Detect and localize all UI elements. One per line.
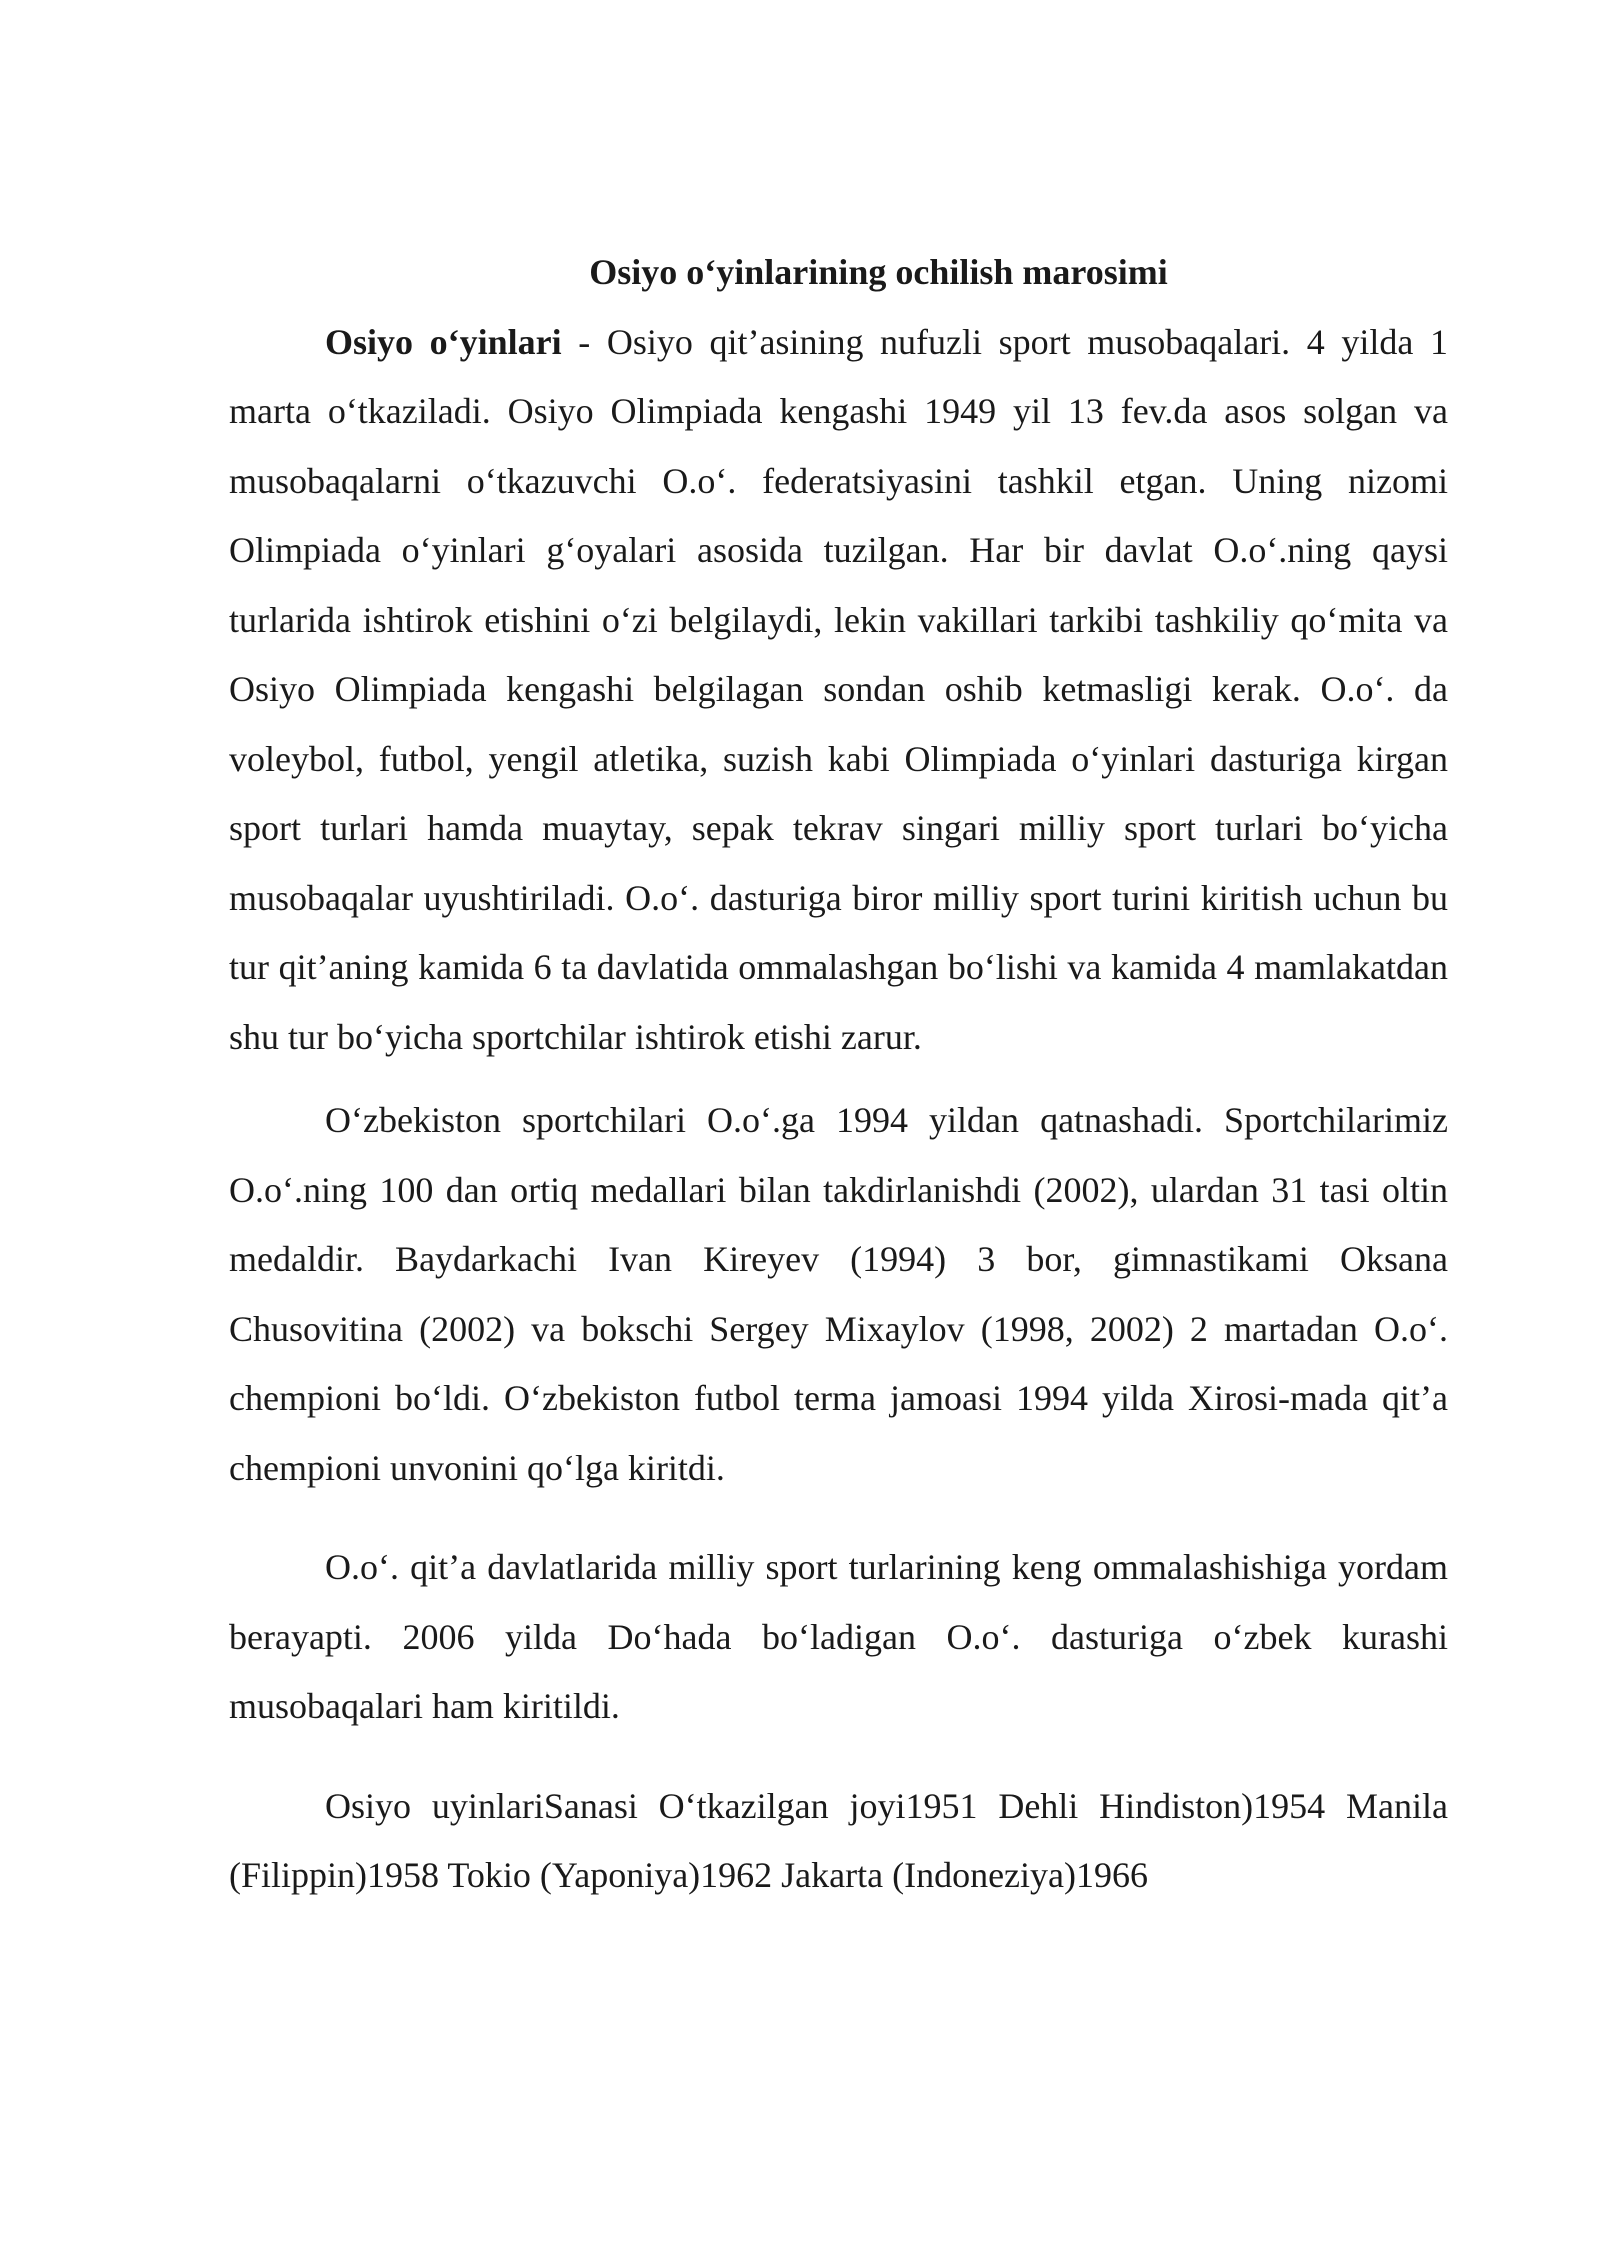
document-title: Osiyo o‘yinlarining ochilish marosimi [589,252,1168,292]
paragraph-games-list [229,1772,1448,1911]
paragraph-games-list-text: Osiyo uyinlariSanasi O‘tkazilgan joyi1951 Dehli Hindiston)1954 Manila (Filippin)1958 Tokio (Yaponiya)1962 Jakarta (Indoneziya)1966 [229,1785,1448,1895]
paragraph-national-sports [229,1533,1448,1742]
paragraph-uzbekistan-text: O‘zbekiston sportchilari O.o‘.ga 1994 yildan qatnashadi. Sportchilarimiz O.o‘.ning 100 dan ortiq medallari bilan takdirlanishdi (2002), ulardan 31 tasi oltin medaldir. Baydarkachi Ivan Kireyev (1994) 3 bor, gimnastikami Oksana Chusovitina (2002) va bokschi Sergey Mixaylov (1998, 2002) 2 martadan O.o‘. chempioni bo‘ldi. O‘zbekiston futbol terma jamoasi 1994 yilda Xirosi-mada qit’a chempioni unvonini qo‘lga kiritdi. [229,1100,1448,1488]
document-body [229,238,1448,1911]
paragraph-intro-text: - Osiyo qit’asining nufuzli sport musobaqalari. 4 yilda 1 marta o‘tkaziladi. Osiyo Olimpiada kengashi 1949 yil 13 fev.da asos solgan va musobaqalarni o‘tkazuvchi O.o‘. federatsiyasini tashkil etgan. Uning nizomi Olimpiada o‘yinlari g‘oyalari asosida tuzilgan. Har bir davlat O.o‘.ning qaysi turlarida ishtirok etishini o‘zi belgilaydi, lekin vakillari tarkibi tashkiliy qo‘mita va Osiyo Olimpiada kengashi belgilagan sondan oshib ketmasligi kerak. O.o‘. da voleybol, futbol, yengil atletika, suzish kabi Olimpiada o‘yinlari dasturiga kirgan sport turlari hamda muaytay, sepak tekrav singari milliy sport turlari bo‘yicha musobaqalar uyushtiriladi. O.o‘. dasturiga biror milliy sport turini kiritish uchun bu tur qit’aning kamida 6 ta davlatida ommalashgan bo‘lishi va kamida 4 mamlakatdan shu tur bo‘yicha sportchilar ishtirok etishi zarur. [229,321,1448,1057]
paragraph-uzbekistan [229,1086,1448,1503]
paragraph-intro [229,308,1448,1073]
lead-term: Osiyo o‘yinlari [325,321,562,362]
paragraph-national-sports-text: O.o‘. qit’a davlatlarida milliy sport turlarining keng ommalashishiga yordam berayapti. 2006 yilda Do‘hada bo‘ladigan O.o‘. dasturiga o‘zbek kurashi musobaqalari ham kiritildi. [229,1547,1448,1726]
